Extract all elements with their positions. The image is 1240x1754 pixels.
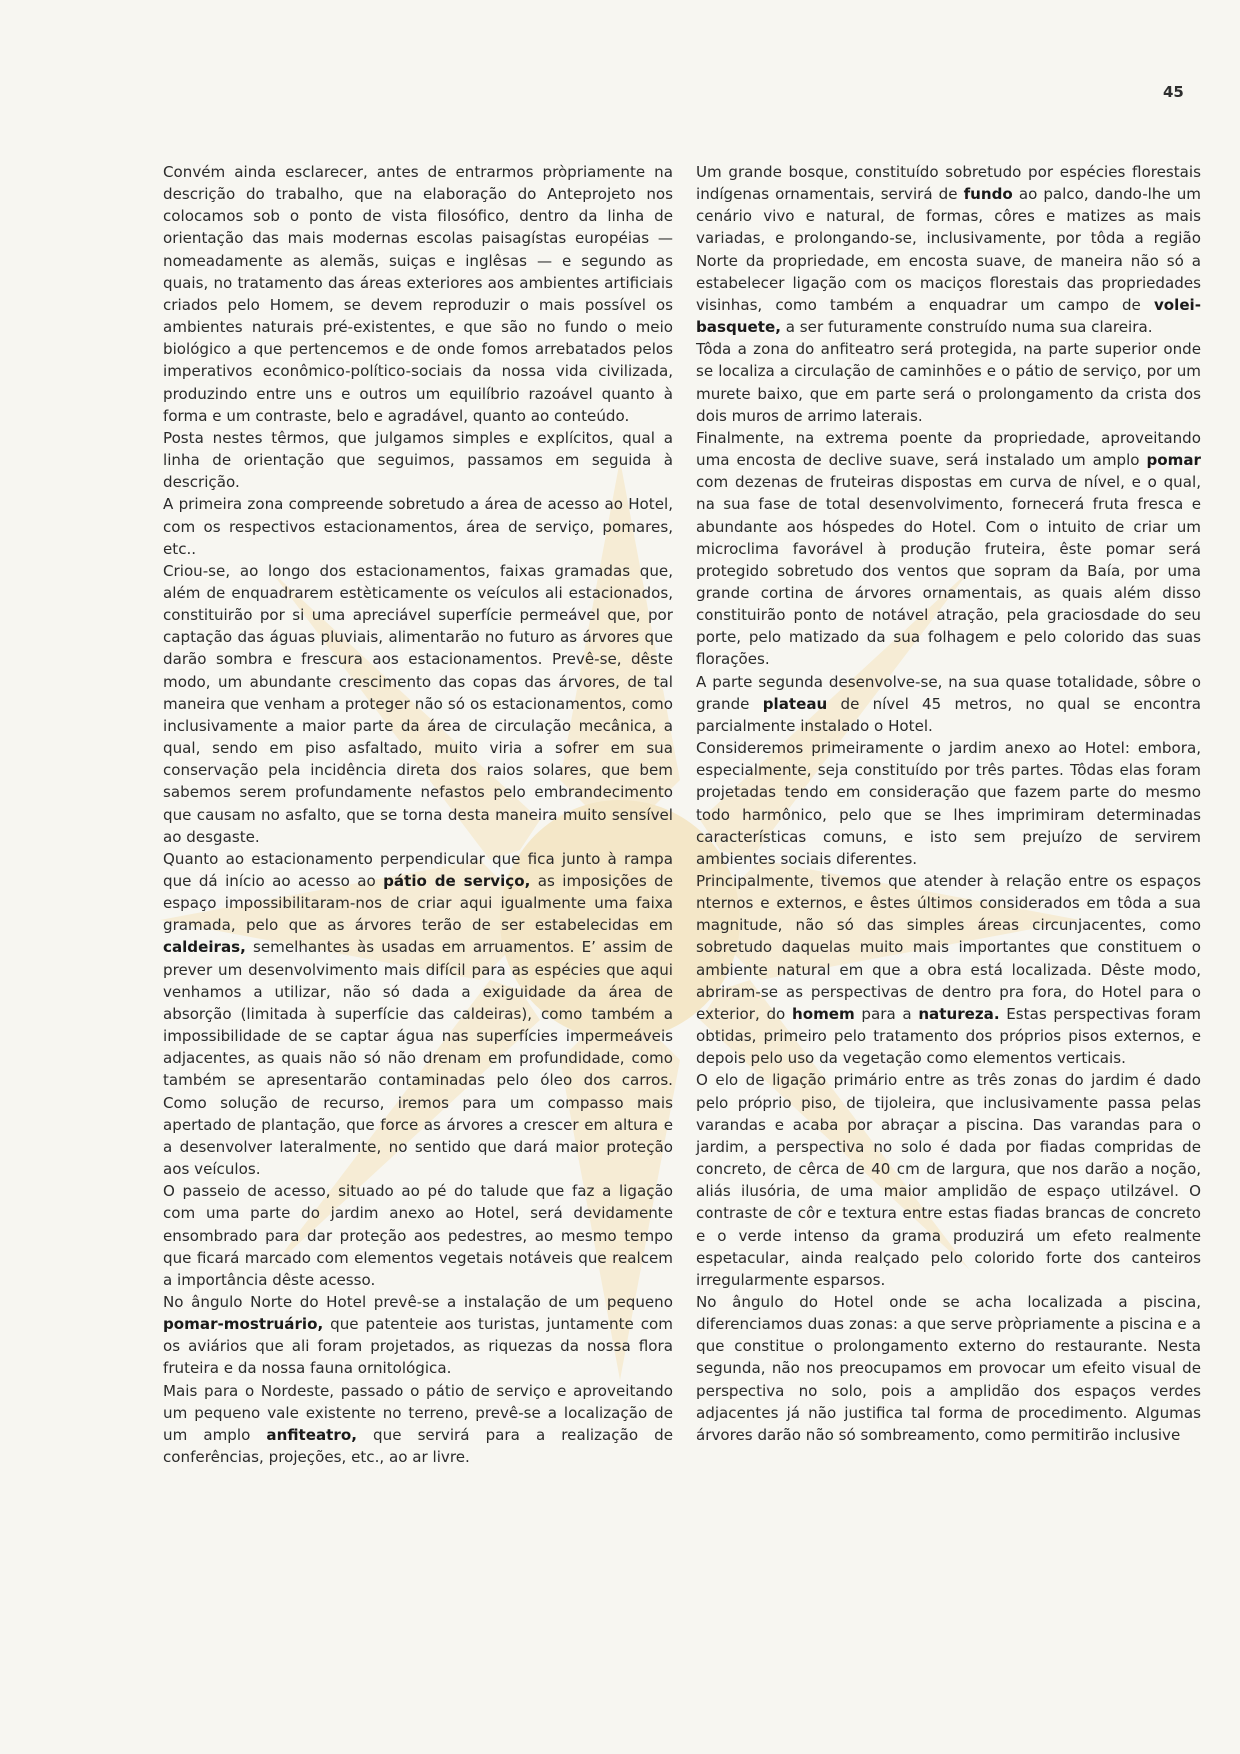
text-run: No ângulo do Hotel onde se acha localizada a piscina, diferenciamos duas zonas: a que serve pròpriamente a piscina e a que constitue o prolongamento externo do restaurante. Nesta segunda, não nos preocupamos em provocar um efeito visual de perspectiva no solo, pois a amplidão dos espaços verdes adjacentes já não justifica tal forma de procedimento. Algumas árvores darão não só sombreamento, como permitirão inclusive xyxy=(696,1292,1201,1444)
text-run: semelhantes às usadas em arruamentos. E’ assim de prever um desenvolvimento mais difícil para as espécies que aqui venhamos a utilizar, não só dada a exiguidade da área de absorção (limitada à superfície das caldeiras), como também a impossibilidade de se captar água nas superfícies impermeáveis adjacentes, as quais não só não drenam em profundidade, como também se apresentarão contaminadas pelo óleo dos carros. Como solução de recurso, iremos para um compasso mais apertado de plantação, que force as árvores a crescer em altura e a desenvolver lateralmente, no sentido que dará maior proteção aos veículos. xyxy=(163,938,673,1179)
bold-term: pátio de serviço, xyxy=(383,872,531,890)
text-run: as imposições de espaço impossibilitaram-nos de criar aqui igualmente uma faixa gramada, pelo que as árvores terão de ser estabelecidas em xyxy=(163,872,674,935)
text-run: de nível 45 metros, no qual se encontra parcialmente instalado o Hotel. xyxy=(696,694,1201,735)
text-run: com dezenas de fruteiras dispostas em curva de nível, e o qual, na sua fase de total desenvolvimento, fornecerá fruta fresca e abundante aos hóspedes do Hotel. Com o intuito de criar um microclima favorável à produção fruteira, êste pomar será protegido sobretudo dos ventos que sopram da Baía, por uma grande cortina de árvores ornamentais, as quais além disso constituirão ponto de notável atração, pela graciosdade do seu porte, pelo matizado da sua folhagem e pelo colorido das suas florações. xyxy=(696,473,1201,669)
text-run: Criou-se, ao longo dos estacionamentos, faixas gramadas que, além de enquadrarem estèticamente os veículos ali estacionados, constituirão por si uma apreciável superfície permeável que, por captação das águas pluviais, alimentarão no futuro as árvores que darão sombra e frescura aos estacionamentos. Prevê-se, dêste modo, um abundante crescimento das copas das árvores, de tal maneira que venham a proteger não só os estacionamentos, como inclusivamente a maior parte da área de circulação mecânica, a qual, sendo em piso asfaltado, muito viria a sofrer em sua conservação pela incidência direta dos raios solares, que bem sabemos serem profundamente nefastos pelo embrandecimento que causam no asfalto, que se torna desta maneira muito sensível ao desgaste. xyxy=(163,561,673,846)
text-run: que servirá para a realização de conferências, projeções, etc., ao ar livre. xyxy=(163,1425,674,1467)
paragraph xyxy=(163,1291,673,1380)
bold-term: caldeiras, xyxy=(163,938,246,957)
text-run: Principalmente, tivemos que atender à relação entre os espaços nternos e externos, e êstes últimos considerados em tôda a sua magnitude, não só das simples áreas circunjacentes, como sobretudo daquelas muito mais importantes que constituem o ambiente natural em que a obra está localizada. Dêste modo, abriram-se as perspectivas de dentro pra fora, do Hotel para o exterior, do xyxy=(696,872,1201,1023)
paragraph xyxy=(163,1380,673,1469)
paragraph xyxy=(163,1180,673,1291)
bold-term: volei-basquete, xyxy=(696,295,1201,337)
paragraph xyxy=(163,427,673,493)
bold-term: fundo xyxy=(963,185,1013,204)
text-run: a ser futuramente construído numa sua clareira. xyxy=(780,318,1153,337)
paragraph xyxy=(163,848,673,1180)
text-run: Estas perspectivas foram obtidas, primeiro pelo tratamento dos próprios pisos externos, e depois pelo uso da vegetação como elementos verticais. xyxy=(696,1004,1201,1068)
bold-term: anfiteatro, xyxy=(266,1425,357,1444)
text-run: A parte segunda desenvolve-se, na sua quase totalidade, sôbre o grande xyxy=(696,672,1201,713)
paragraph xyxy=(163,161,673,427)
paragraph xyxy=(696,338,1201,427)
bold-term: pomar-mostruário, xyxy=(163,1315,324,1334)
paragraph xyxy=(696,161,1201,338)
paragraph xyxy=(696,1069,1201,1291)
text-run: O passeio de acesso, situado ao pé do talude que faz a ligação com uma parte do jardim anexo ao Hotel, será devidamente ensombrado para dar proteção aos pedestres, ao mesmo tempo que ficará marcado com elementos vegetais notáveis que realcem a importância dêste acesso. xyxy=(163,1182,673,1289)
text-run: Um grande bosque, constituído sobretudo por espécies florestais indígenas ornamentais, servirá de xyxy=(696,163,1201,204)
bold-term: pomar xyxy=(1146,451,1201,470)
text-run: para a xyxy=(854,1004,919,1023)
paragraph xyxy=(696,671,1201,737)
paragraph xyxy=(696,737,1201,870)
text-run: Tôda a zona do anfiteatro será protegida, na parte superior onde se localiza a circulação de caminhões e o pátio de serviço, por um murete baixo, que em parte será o prolongamento da crista dos dois muros de arrimo laterais. xyxy=(696,340,1201,425)
text-run: Quanto ao estacionamento perpendicular que fica junto à rampa que dá início ao acesso ao xyxy=(163,849,673,890)
bold-term: plateau xyxy=(762,694,828,713)
text-run: No ângulo Norte do Hotel prevê-se a instalação de um pequeno xyxy=(163,1292,673,1311)
bold-term: natureza. xyxy=(918,1004,1000,1023)
left-text-column xyxy=(163,161,673,1468)
text-run: A primeira zona compreende sobretudo a área de acesso ao Hotel, com os respectivos estacionamentos, área de serviço, pomares, etc.. xyxy=(163,495,673,558)
paragraph xyxy=(696,870,1201,1069)
right-text-column xyxy=(696,161,1201,1446)
text-run: que patenteie aos turistas, juntamente com os aviários que ali foram projetados, as riquezas da nossa flora fruteira e da nossa fauna ornitológica. xyxy=(163,1315,673,1378)
paragraph xyxy=(163,560,673,848)
text-run: Posta nestes têrmos, que julgamos simples e explícitos, qual a linha de orientação que seguimos, passamos em seguida à descrição. xyxy=(163,428,673,492)
text-run: ao palco, dando-lhe um cenário vivo e natural, de formas, côres e matizes as mais variadas, e prolongando-se, inclusivamente, por tôda a região Norte da propriedade, em encosta suave, de maneira não só a estabelecer ligação com os maciços florestais das propriedades visinhas, como também a enquadrar um campo de xyxy=(696,185,1201,314)
paragraph xyxy=(696,1291,1201,1446)
text-run: O elo de ligação primário entre as três zonas do jardim é dado pelo próprio piso, de tijoleira, que inclusivamente passa pelas varandas e acaba por abraçar a piscina. Das varandas para o jardim, a perspectiva no solo é dada por fiadas compridas de concreto, de cêrca de 40 cm de largura, que nos darão a noção, aliás ilusória, de uma maior amplidão de espaço utilzável. O contraste de côr e textura entre estas fiadas brancas de concreto e o verde intenso da grama produzirá um efeto realmente espetacular, ainda realçado pelo colorido forte dos canteiros irregularmente esparsos. xyxy=(696,1071,1201,1289)
text-run: Finalmente, na extrema poente da propriedade, aproveitando uma encosta de declive suave, será instalado um amplo xyxy=(696,428,1201,470)
text-run: Mais para o Nordeste, passado o pátio de serviço e aproveitando um pequeno vale existente no terreno, prevê-se a localização de um amplo xyxy=(163,1381,673,1444)
paragraph xyxy=(696,427,1201,671)
text-run: Consideremos primeiramente o jardim anexo ao Hotel: embora, especialmente, seja constituído por três partes. Tôdas elas foram projetadas tendo em consideração que fazem parte do mesmo todo harmônico, pelo que se lhes imprimiram determinadas características comuns, e isto sem prejuízo de servirem ambientes sociais diferentes. xyxy=(696,739,1201,868)
bold-term: homem xyxy=(791,1004,855,1023)
paragraph xyxy=(163,493,673,559)
text-run: Convém ainda esclarecer, antes de entrarmos pròpriamente na descrição do trabalho, que na elaboração do Anteprojeto nos colocamos sob o ponto de vista filosófico, dentro da linha de orientação das mais modernas escolas paisagístas européias — nomeadamente as alemãs, suiças e inglêsas — e segundo as quais, no tratamento das áreas exteriores aos ambientes artificiais criados pelo Homem, se devem reproduzir o mais possível os ambientes naturais pré-existentes, e que são no fundo o meio biológico a que pertencemos e de onde fomos arrebatados pelos imperativos econômico-político-sociais da nossa vida civilizada, produzindo entre uns e outros um equilíbrio razoável quanto à forma e um contraste, belo e agradável, quanto ao conteúdo. xyxy=(163,163,673,425)
page-number: 45 xyxy=(1163,83,1184,101)
